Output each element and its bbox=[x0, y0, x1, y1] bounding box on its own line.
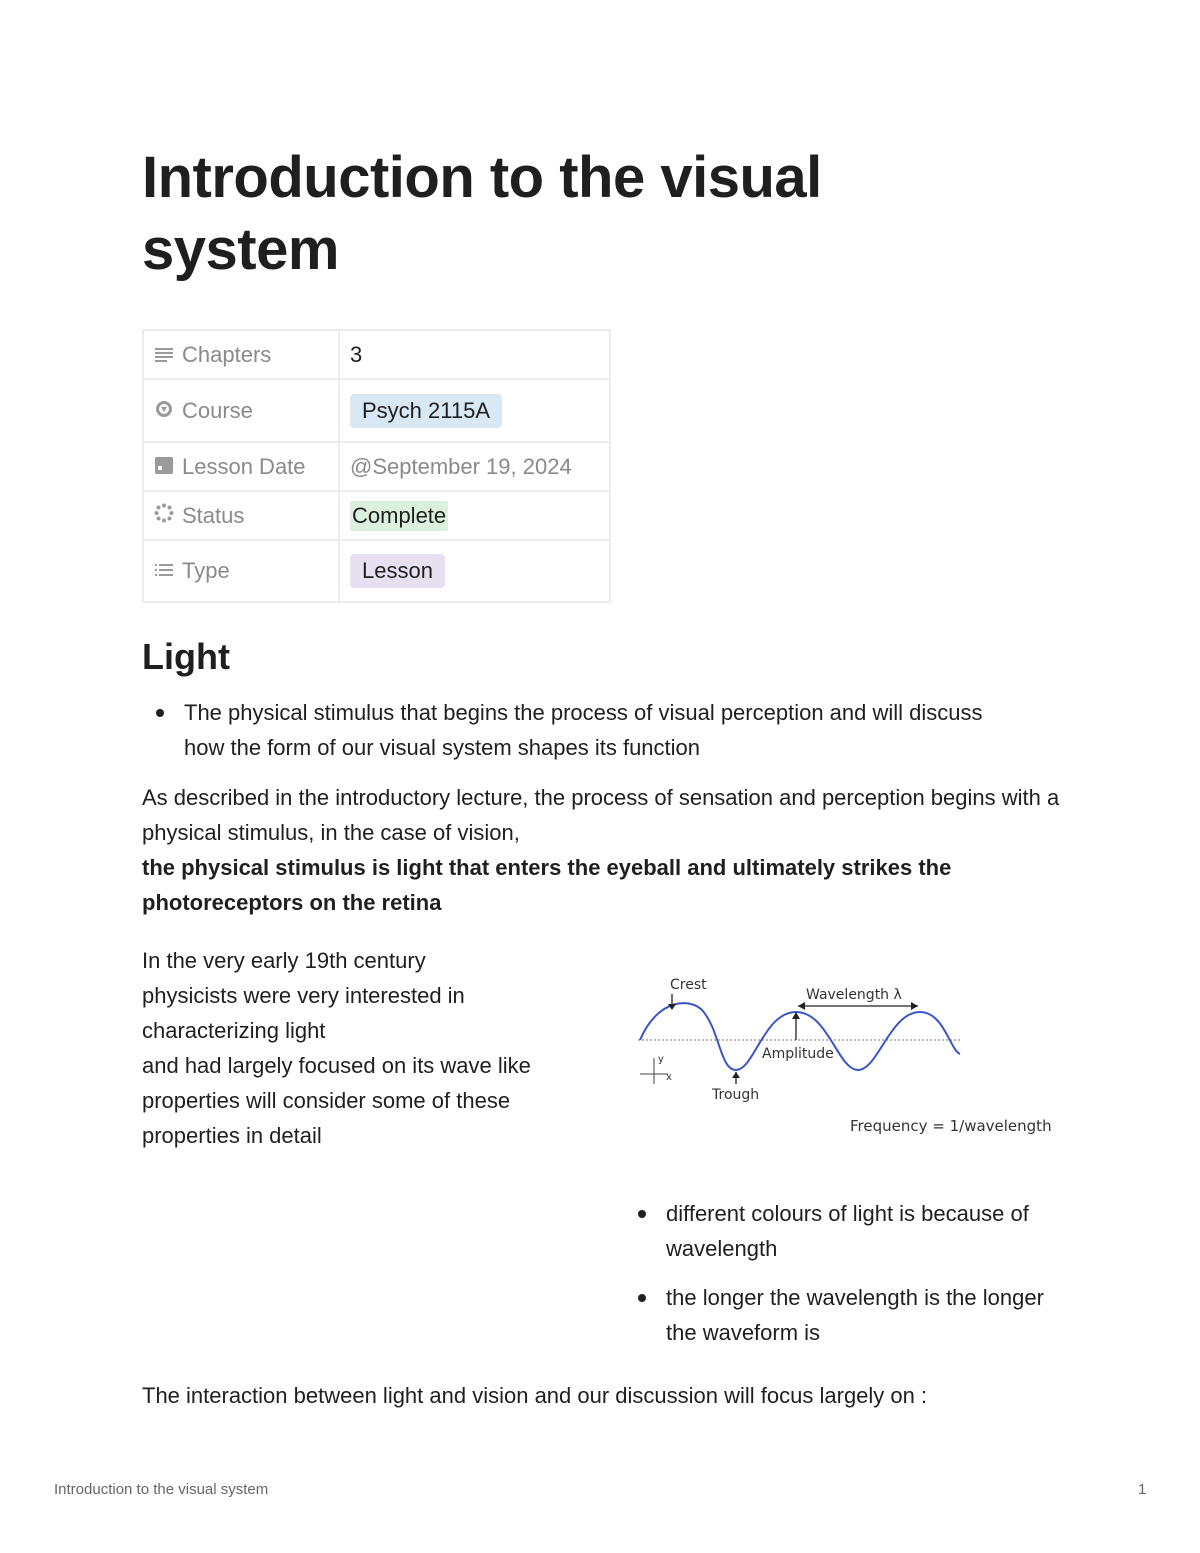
status-tag[interactable]: Complete bbox=[350, 501, 448, 531]
frequency-label: Frequency = 1/wavelength bbox=[850, 1117, 1052, 1135]
type-tag[interactable]: Lesson bbox=[350, 554, 445, 588]
property-row-lesson-date bbox=[143, 442, 610, 491]
left-column-text bbox=[142, 943, 552, 1153]
wavelength-label: Wavelength λ bbox=[806, 987, 902, 1003]
left-column-line: physicists were very interested in characterizing light bbox=[142, 983, 465, 1043]
list-item: the longer the wavelength is the longer the waveform is bbox=[624, 1280, 1074, 1350]
property-value-chapters[interactable]: 3 bbox=[339, 330, 610, 379]
section-heading-light: Light bbox=[142, 636, 230, 677]
target-icon bbox=[154, 400, 174, 423]
property-label: Type bbox=[182, 558, 230, 583]
property-label: Status bbox=[182, 502, 245, 528]
page-title: Introduction to the visual system bbox=[142, 145, 822, 282]
trough-arrowhead bbox=[732, 1072, 740, 1078]
bullet-list bbox=[142, 695, 1022, 765]
closing-paragraph: The interaction between light and vision and our discussion will focus largely on : bbox=[142, 1383, 928, 1408]
property-row-type bbox=[143, 540, 610, 602]
left-column-line: In the very early 19th century bbox=[142, 948, 426, 973]
wavelength-arrowhead-left bbox=[798, 1002, 805, 1010]
right-bullet-list bbox=[624, 1196, 1074, 1350]
list-item: different colours of light is because of wavelength bbox=[624, 1196, 1074, 1266]
property-row-status bbox=[143, 491, 610, 540]
course-tag[interactable]: Psych 2115A bbox=[350, 394, 502, 428]
list-item: The physical stimulus that begins the process of visual perception and will discuss how the form of our visual system shapes its function bbox=[142, 695, 1022, 765]
property-row-chapters bbox=[143, 330, 610, 379]
list-icon bbox=[154, 562, 174, 583]
page-number: 1 bbox=[1138, 1481, 1147, 1498]
left-column-line: properties in detail bbox=[142, 1123, 322, 1148]
property-label: Lesson Date bbox=[182, 453, 306, 479]
footer-title: Introduction to the visual system bbox=[54, 1481, 269, 1498]
properties-table bbox=[142, 329, 611, 603]
text-lines-icon bbox=[154, 346, 174, 367]
axis-y-label: y bbox=[658, 1054, 664, 1065]
calendar-icon bbox=[154, 456, 174, 479]
trough-label: Trough bbox=[712, 1087, 760, 1103]
property-row-course bbox=[143, 379, 610, 442]
wave-diagram bbox=[632, 972, 1062, 1142]
paragraph-intro: As described in the introductory lecture, the process of sensation and perception begins with a physical stimulus, in the case of vision, bbox=[142, 785, 1060, 845]
loading-icon bbox=[154, 503, 174, 528]
amplitude-label: Amplitude bbox=[762, 1046, 834, 1062]
crest-label: Crest bbox=[670, 977, 707, 993]
property-label: Chapters bbox=[182, 341, 272, 367]
paragraph-bold: the physical stimulus is light that enters the eyeball and ultimately strikes the photoreceptors on the retina bbox=[142, 855, 952, 915]
wavelength-arrowhead-right bbox=[911, 1002, 918, 1010]
property-label: Course bbox=[182, 397, 253, 423]
axis-x-label: x bbox=[666, 1072, 672, 1083]
left-column-line: and had largely focused on its wave like properties will consider some of these bbox=[142, 1053, 531, 1113]
lesson-date-value[interactable]: @September 19, 2024 bbox=[339, 442, 610, 491]
